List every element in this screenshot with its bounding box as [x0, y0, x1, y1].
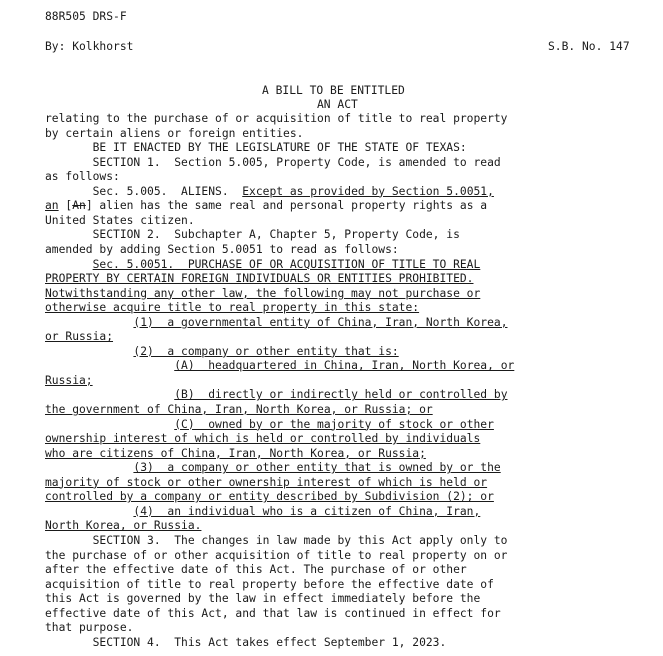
bill-text-line	[45, 549, 508, 563]
text-segment: after the effective date of this Act. The purchase of or other	[45, 563, 467, 577]
text-segment: [	[58, 199, 73, 213]
bill-text-line	[45, 374, 93, 388]
bill-heading: A BILL TO BE ENTITLED	[262, 84, 405, 97]
bill-text-line	[45, 447, 426, 461]
bill-text-line	[45, 287, 480, 301]
text-segment: that purpose.	[45, 621, 134, 635]
text-segment	[45, 505, 133, 518]
bill-text-line	[45, 258, 480, 272]
bill-text-line	[45, 578, 494, 592]
text-segment	[45, 316, 133, 329]
bill-text-line	[45, 127, 303, 141]
inserted-text: (3) a company or other entity that is owned by or the	[133, 461, 501, 475]
inserted-text: Except as provided by Section 5.0051,	[242, 184, 494, 198]
inserted-text: (1) a governmental entity of China, Iran, North Korea,	[133, 315, 508, 329]
bill-text-line	[45, 243, 399, 257]
text-segment: this Act is governed by the law in effect immediately before the	[45, 592, 481, 606]
inserted-text: Sec. 5.0051. PURCHASE OF OR ACQUISITION OF TITLE TO REAL	[92, 257, 481, 271]
inserted-text: (B) directly or indirectly held or controlled by	[174, 388, 508, 402]
bill-text-line	[45, 185, 494, 199]
text-segment: SECTION 4. This Act takes effect September 1, 2023.	[45, 635, 447, 649]
text-segment: SECTION 1. Section 5.005, Property Code, is amended to read	[45, 155, 501, 169]
inserted-text: an	[45, 199, 59, 213]
text-segment	[45, 258, 93, 271]
bill-text-line	[45, 519, 201, 533]
inserted-text: (A) headquartered in China, Iran, North Korea, or	[174, 359, 515, 373]
bill-number: S.B. No. 147	[548, 40, 630, 53]
bill-author: By: Kolkhorst	[45, 40, 134, 53]
text-segment: SECTION 3. The changes in law made by this Act apply only to	[45, 533, 508, 547]
inserted-text: who are citizens of China, Iran, North Korea, or Russia;	[45, 446, 426, 460]
bill-text-line	[45, 418, 494, 432]
bill-text-line	[45, 476, 487, 490]
bill-text-line	[45, 490, 494, 504]
text-segment: BE IT ENACTED BY THE LEGISLATURE OF THE STATE OF TEXAS:	[45, 141, 467, 155]
text-segment: Sec. 5.005. ALIENS.	[45, 184, 243, 198]
bill-text-line	[45, 432, 480, 446]
inserted-text: ownership interest of which is held or controlled by individuals	[45, 432, 481, 446]
bill-text-line	[45, 112, 508, 126]
bill-text-line	[45, 228, 460, 242]
inserted-text: North Korea, or Russia.	[45, 519, 202, 533]
text-segment: acquisition of title to real property before the effective date of	[45, 577, 494, 591]
inserted-text: or Russia;	[45, 330, 114, 344]
bill-text-line	[45, 403, 433, 417]
inserted-text: otherwise acquire title to real property in this state:	[45, 301, 420, 315]
inserted-text: PROPERTY BY CERTAIN FOREIGN INDIVIDUALS OR ENTITIES PROHIBITED.	[45, 272, 474, 286]
text-segment: as follows:	[45, 170, 120, 184]
bill-text-line	[45, 170, 120, 184]
inserted-text: (C) owned by or the majority of stock or other	[174, 417, 494, 431]
bill-text-line	[45, 272, 473, 286]
bill-text-line	[45, 345, 399, 359]
inserted-text: majority of stock or other ownership interest of which is held or	[45, 475, 488, 489]
bill-text-line	[45, 621, 133, 635]
document-code: 88R505 DRS-F	[45, 10, 127, 23]
text-segment: SECTION 2. Subchapter A, Chapter 5, Property Code, is	[45, 228, 460, 242]
text-segment	[45, 388, 174, 401]
inserted-text: the government of China, Iran, North Korea, or Russia; or	[45, 403, 433, 416]
bill-text-line	[45, 592, 480, 606]
inserted-text: Russia;	[45, 373, 93, 387]
bill-text-line	[45, 461, 501, 475]
bill-text-line	[45, 316, 508, 330]
deleted-text: An	[72, 199, 86, 213]
bill-text-line	[45, 199, 487, 213]
bill-text-line	[45, 141, 467, 155]
bill-text-line	[45, 607, 501, 621]
bill-text-line	[45, 156, 501, 170]
text-segment: the purchase of or other acquisition of title to real property on or	[45, 548, 508, 562]
bill-text-line	[45, 505, 480, 519]
inserted-text: Notwithstanding any other law, the following may not purchase or	[45, 286, 481, 300]
bill-text-line	[45, 636, 446, 650]
bill-text-line	[45, 301, 419, 315]
inserted-text: controlled by a company or entity described by Subdivision (2); or	[45, 490, 494, 504]
bill-subheading: AN ACT	[317, 98, 358, 111]
text-segment	[45, 345, 133, 358]
bill-text-line	[45, 388, 508, 402]
text-segment: effective date of this Act, and that law is continued in effect for	[45, 606, 501, 620]
text-segment	[45, 418, 174, 431]
bill-text-line	[45, 534, 508, 548]
text-segment	[45, 461, 133, 474]
text-segment: amended by adding Section 5.0051 to read as follows:	[45, 242, 399, 256]
text-segment: ] alien has the same real and personal property rights as a	[85, 199, 488, 213]
bill-text-line	[45, 563, 467, 577]
text-segment: relating to the purchase of or acquisition of title to real property	[45, 112, 508, 125]
bill-text-line	[45, 330, 113, 344]
text-segment: United States citizen.	[45, 213, 195, 227]
inserted-text: (4) an individual who is a citizen of China, Iran,	[133, 504, 481, 518]
bill-text-line	[45, 359, 514, 373]
text-segment	[45, 359, 174, 372]
inserted-text: (2) a company or other entity that is:	[133, 344, 399, 358]
text-segment: by certain aliens or foreign entities.	[45, 126, 304, 140]
bill-text-line	[45, 214, 195, 228]
